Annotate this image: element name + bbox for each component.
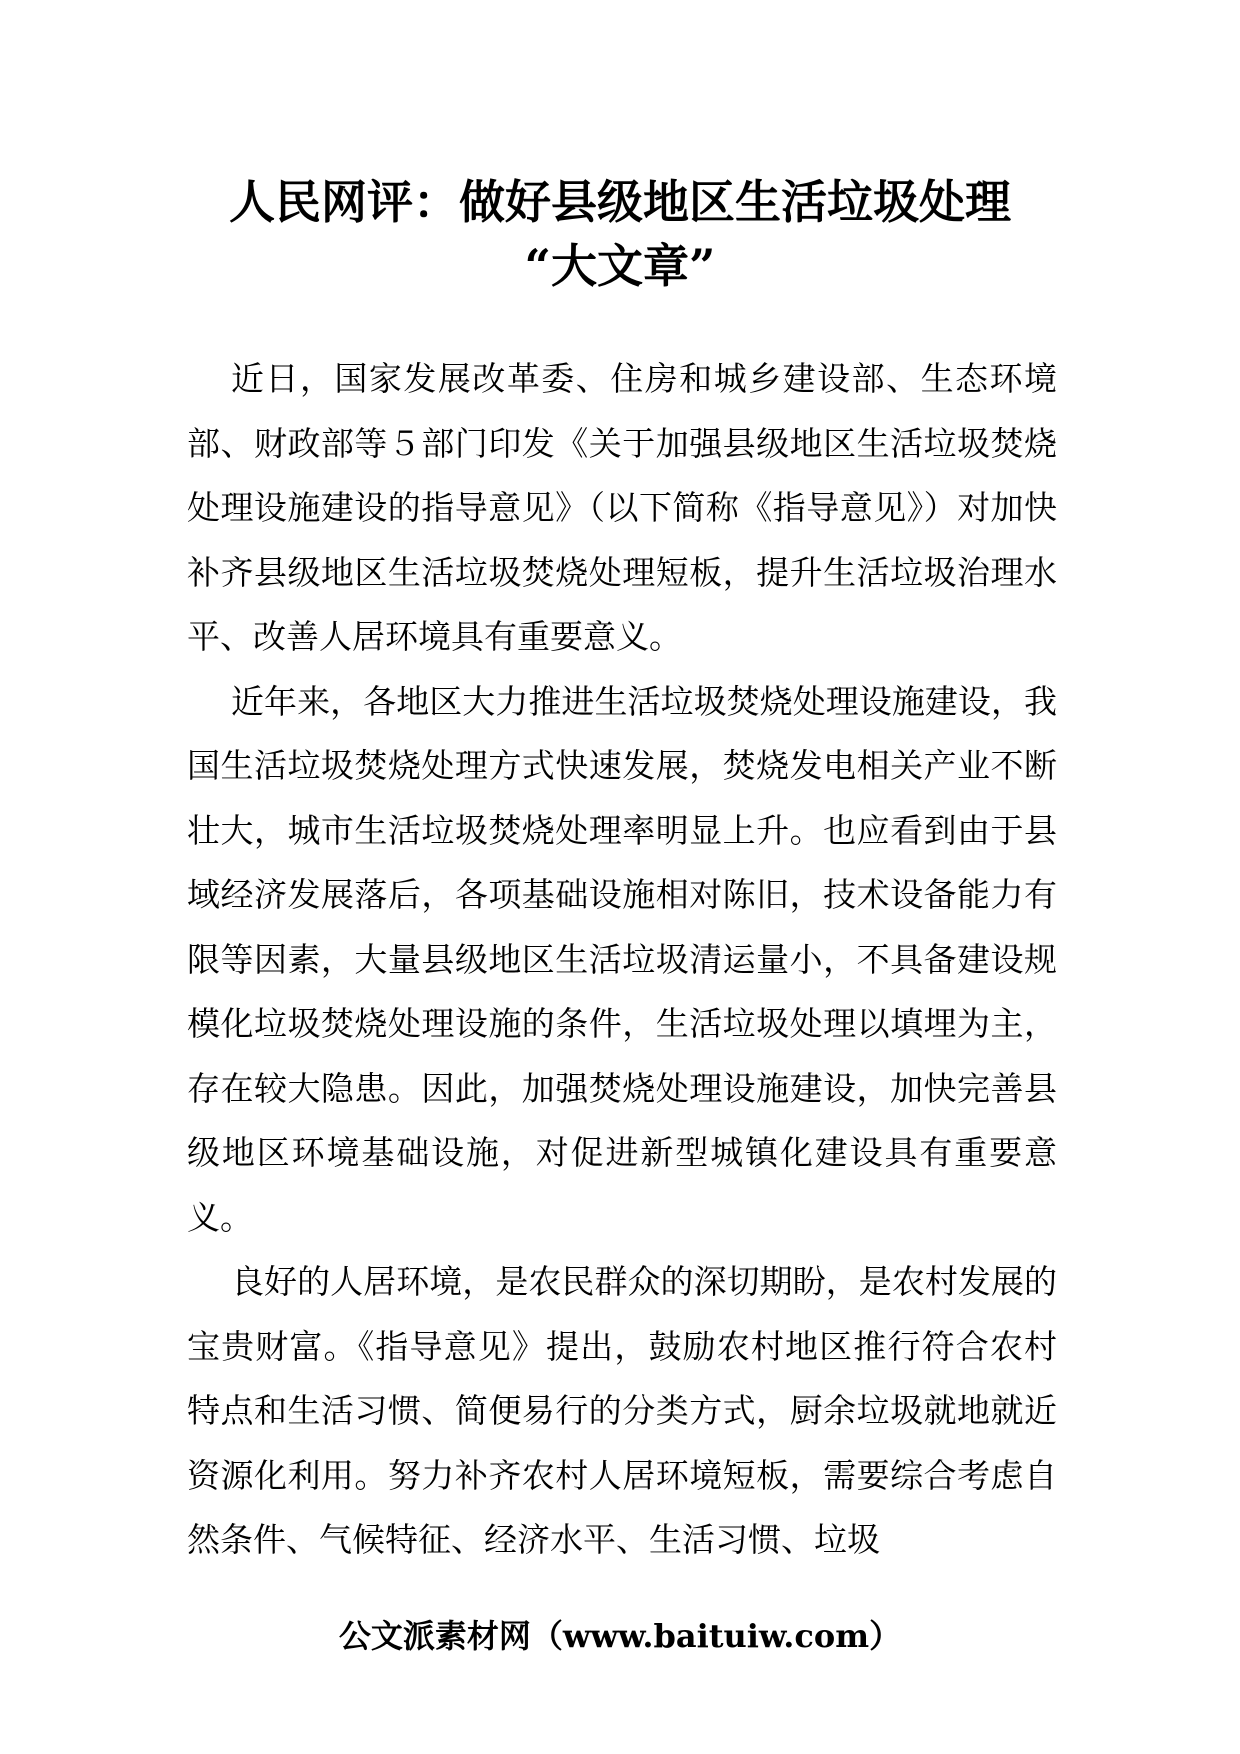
footer-watermark: 公文派素材网（www.baituiw.com） <box>338 1617 902 1655</box>
document-body <box>187 347 1057 1573</box>
paragraph-2: 近年来，各地区大力推进生活垃圾焚烧处理设施建设，我国生活垃圾焚烧处理方式快速发展，焚烧发电相关产业不断壮大，城市生活垃圾焚烧处理率明显上升。也应看到由于县域经济发展落后，各项基础设施相对陈旧，技术设备能力有限等因素，大量县级地区生活垃圾清运量小，不具备建设规模化垃圾焚烧处理设施的条件，生活垃圾处理以填埋为主，存在较大隐患。因此，加强焚烧处理设施建设，加快完善县级地区环境基础设施，对促进新型城镇化建设具有重要意义。 <box>187 681 1057 1237</box>
document-title-line-1: 人民网评：做好县级地区生活垃圾处理 <box>229 175 1011 229</box>
paragraph-1: 近日，国家发展改革委、住房和城乡建设部、生态环境部、财政部等５部门印发《关于加强县级地区生活垃圾焚烧处理设施建设的指导意见》（以下简称《指导意见》）对加快补齐县级地区生活垃圾焚烧处理短板，提升生活垃圾治理水平、改善人居环境具有重要意义。 <box>187 359 1057 656</box>
document-title-line-2: “大文章” <box>524 239 716 293</box>
paragraph-3: 良好的人居环境，是农民群众的深切期盼，是农村发展的宝贵财富。《指导意见》提出，鼓励农村地区推行符合农村特点和生活习惯、简便易行的分类方式，厨余垃圾就地就近资源化利用。努力补齐农村人居环境短板，需要综合考虑自然条件、气候特征、经济水平、生活习惯、垃圾 <box>187 1262 1057 1559</box>
